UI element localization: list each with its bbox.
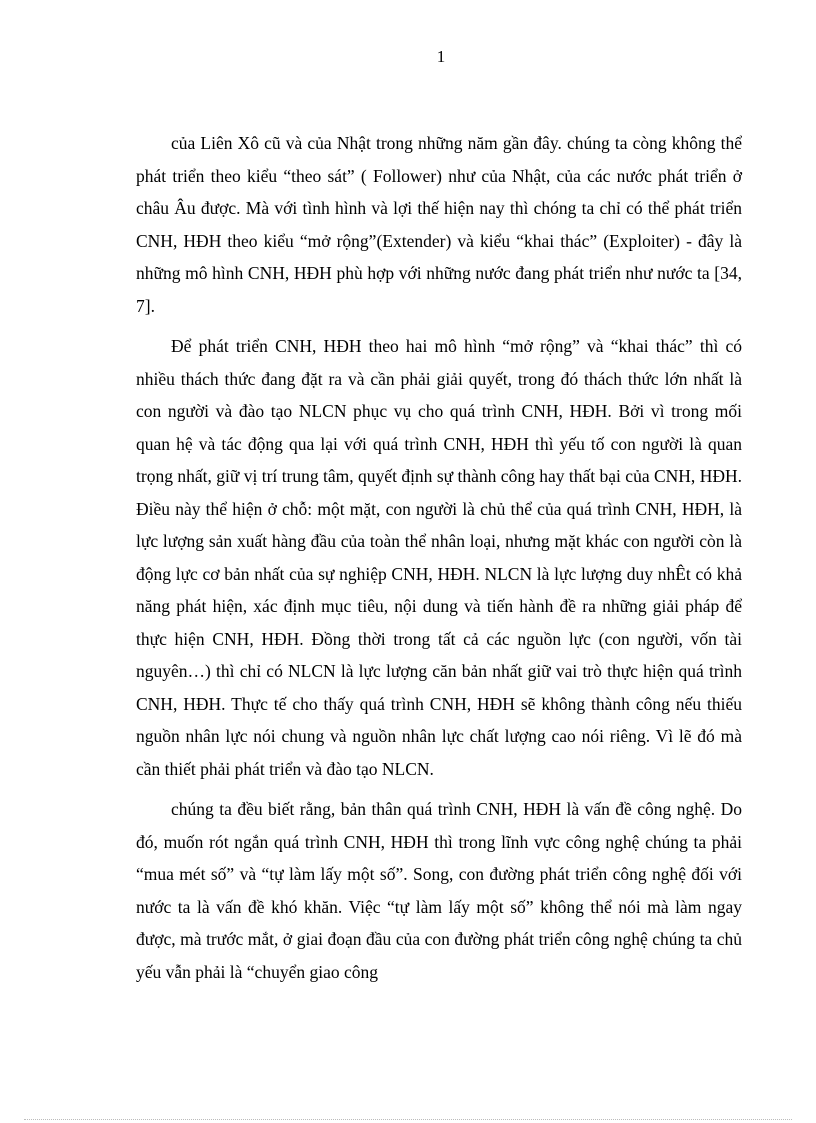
document-body xyxy=(136,127,742,996)
page-bottom-divider xyxy=(24,1119,792,1120)
paragraph-2: Để phát triển CNH, HĐH theo hai mô hình “mở rộng” và “khai thác” thì có nhiều thách thức đang đặt ra và cần phải giải quyết, trong đó thách thức lớn nhất là con người và đào tạo NLCN phục vụ cho quá trình CNH, HĐH. Bởi vì trong mối quan hệ và tác động qua lại với quá trình CNH, HĐH thì yếu tố con người là quan trọng nhất, giữ vị trí trung tâm, quyết định sự thành công hay thất bại của CNH, HĐH. Điều này thể hiện ở chỗ: một mặt, con người là chủ thể của quá trình CNH, HĐH, là lực lượng sản xuất hàng đầu của toàn thể nhân loại, nhưng mặt khác con người còn là động lực cơ bản nhất của sự nghiệp CNH, HĐH. NLCN là lực lượng duy nhÊt có khả năng phát hiện, xác định mục tiêu, nội dung và tiến hành đề ra những giải pháp để thực hiện CNH, HĐH. Đồng thời trong tất cả các nguồn lực (con người, vốn tài nguyên…) thì chỉ có NLCN là lực lượng căn bản nhất giữ vai trò thực hiện quá trình CNH, HĐH. Thực tế cho thấy quá trình CNH, HĐH sẽ không thành công nếu thiếu nguồn nhân lực nói chung và nguồn nhân lực chất lượng cao nói riêng. Vì lẽ đó mà cần thiết phải phát triển và đào tạo NLCN. xyxy=(136,336,742,779)
paragraph-3: chúng ta đều biết rằng, bản thân quá trình CNH, HĐH là vấn đề công nghệ. Do đó, muốn rót ngắn quá trình CNH, HĐH thì trong lĩnh vực công nghệ chúng ta phải “mua mét số” và “tự làm lấy một số”. Song, con đường phát triển công nghệ đối với nước ta là vấn đề khó khăn. Việc “tự làm lấy một số” không thể nói mà làm ngay được, mà trước mắt, ở giai đoạn đầu của con đường phát triển công nghệ chúng ta chủ yếu vẫn phải là “chuyển giao công xyxy=(136,799,742,982)
paragraph-1: của Liên Xô cũ và của Nhật trong những năm gần đây. chúng ta còng không thể phát triển theo kiểu “theo sát” ( Follower) như của Nhật, của các nước phát triển ở châu Âu được. Mà với tình hình và lợi thế hiện nay thì chóng ta chỉ có thể phát triển CNH, HĐH theo kiểu “mở rộng”(Extender) và kiểu “khai thác” (Exploiter) - đây là những mô hình CNH, HĐH phù hợp với những nước đang phát triển như nước ta [34, 7]. xyxy=(136,133,742,316)
page-number: 1 xyxy=(436,47,446,66)
